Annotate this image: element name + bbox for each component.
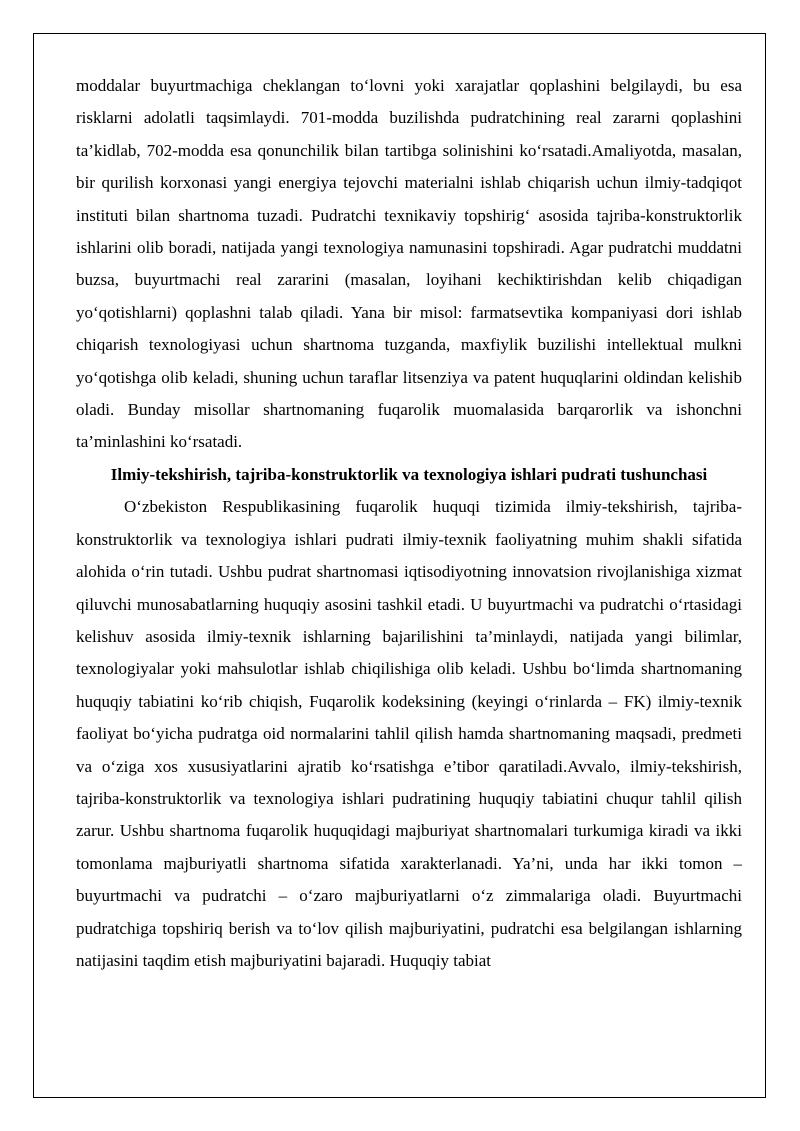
body-paragraph-2: O‘zbekiston Respublikasining fuqarolik huquqi tizimida ilmiy-tekshirish, tajriba-konstruktorlik va texnologiya ishlari pudrati ilmiy-texnik faoliyatning muhim shakli sifatida alohida o‘rin tutadi. Ushbu pudrat shartnomasi iqtisodiyotning innovatsion rivojlanishiga xizmat qiluvchi munosabatlarning huquqiy asosini tashkil etadi. U buyurtmachi va pudratchi o‘rtasidagi kelishuv asosida ilmiy-texnik ishlarning bajarilishini ta’minlaydi, natijada yangi bilimlar, texnologiyalar yoki mahsulotlar ishlab chiqilishiga olib keladi. Ushbu bo‘limda shartnomaning huquqiy tabiatini ko‘rib chiqish, Fuqarolik kodeksining (keyingi o‘rinlarda – FK) ilmiy-texnik faoliyat bo‘yicha pudratga oid normalarini tahlil qilish hamda shartnomaning maqsadi, predmeti va o‘ziga xos xususiyatlarini ajratib ko‘rsatishga e’tibor qaratiladi.Avvalo, ilmiy-tekshirish, tajriba-konstruktorlik va texnologiya ishlari pudratining huquqiy tabiatini chuqur tahlil qilish zarur. Ushbu shartnoma fuqarolik huquqidagi majburiyat shartnomalari turkumiga kiradi va ikki tomonlama majburiyatli shartnoma sifatida xarakterlanadi. Ya’ni, unda har ikki tomon – buyurtmachi va pudratchi – o‘zaro majburiyatlarni o‘z zimmalariga oladi. Buyurtmachi pudratchiga topshiriq berish va to‘lov qilish majburiyatini, pudratchi esa belgilangan ishlarning natijasini taqdim etish majburiyatini bajaradi. Huquqiy tabiat [76, 497, 742, 970]
document-body [76, 70, 742, 977]
body-paragraph-1: moddalar buyurtmachiga cheklangan to‘lovni yoki xarajatlar qoplashini belgilaydi, bu esa risklarni adolatli taqsimlaydi. 701-modda buzilishda pudratchining real zararni qoplashini ta’kidlab, 702-modda esa qonunchilik bilan tartibga solinishini ko‘rsatadi.Amaliyotda, masalan, bir qurilish korxonasi yangi energiya tejovchi materialni ishlab chiqarish uchun ilmiy-tadqiqot instituti bilan shartnoma tuzadi. Pudratchi texnikaviy topshirig‘ asosida tajriba-konstruktorlik ishlarini olib boradi, natijada yangi texnologiya namunasini topshiradi. Agar pudratchi muddatni buzsa, buyurtmachi real zararini (masalan, loyihani kechiktirishdan kelib chiqadigan yo‘qotishlarni) qoplashni talab qiladi. Yana bir misol: farmatsevtika kompaniyasi dori ishlab chiqarish texnologiyasi uchun shartnoma tuzganda, maxfiylik buzilishi intellektual mulkni yo‘qotishga olib keladi, shuning uchun taraflar litsenziya va patent huquqlarini oldindan kelishib oladi. Bunday misollar shartnomaning fuqarolik muomalasida barqarorlik va ishonchni ta’minlashini ko‘rsatadi. [76, 76, 742, 452]
section-heading: Ilmiy-tekshirish, tajriba-konstruktorlik va texnologiya ishlari pudrati tushunchasi [110, 464, 708, 484]
